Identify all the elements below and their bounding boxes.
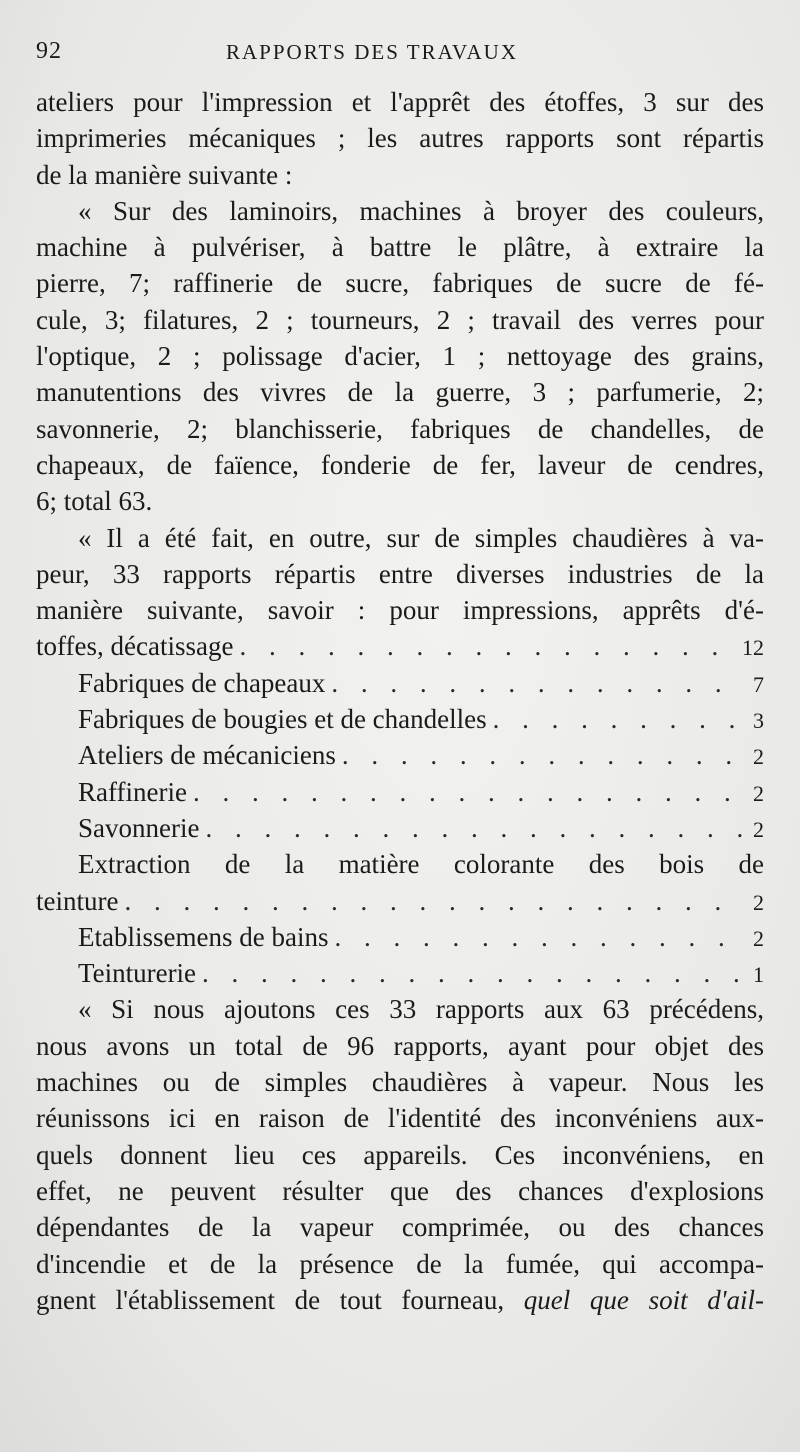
text-line: 6; total 63. xyxy=(36,486,153,517)
text-line: l'optique, 2 ; polissage d'acier, 1 ; nettoyage des grains, xyxy=(36,341,764,372)
dot-leader xyxy=(336,737,742,773)
text-line: nous avons un total de 96 rapports, ayant pour objet des xyxy=(36,1030,764,1061)
text-line: savonnerie, 2; blanchisserie, fabriques de chandelles, de xyxy=(36,413,764,444)
list-item xyxy=(36,628,764,664)
text-line: chapeaux, de faïence, fonderie de fer, laveur de cendres, xyxy=(36,449,764,480)
running-title: RAPPORTS DES TRAVAUX xyxy=(226,40,518,64)
text-line: ateliers pour l'impression et l'apprêt des étoffes, 3 sur des xyxy=(36,87,764,117)
page-number: 92 xyxy=(36,38,62,64)
text-line: effet, ne peuvent résulter que des chances d'explosions xyxy=(36,1175,764,1206)
list-item-count: 2 xyxy=(753,816,764,842)
text-line: manière suivante, savoir : pour impressions, apprêts d'é- xyxy=(36,595,764,626)
list-item-label: teinture xyxy=(36,885,119,916)
list-item xyxy=(36,701,764,737)
list-item xyxy=(36,737,764,773)
list-item-count: 2 xyxy=(753,744,764,770)
text-line: peur, 33 rapports répartis entre diverses industries de la xyxy=(36,558,764,589)
list-item-label: Fabriques de chapeaux xyxy=(78,667,326,698)
list-item-label: Etablissemens de bains xyxy=(78,921,329,952)
list-item-count: 1 xyxy=(753,962,764,988)
text-line: machines ou de simples chaudières à vapeur. Nous les xyxy=(36,1067,764,1098)
dot-leader xyxy=(118,883,742,919)
text-line: imprimeries mécaniques ; les autres rapports sont répartis xyxy=(36,123,764,154)
text-italic: quel que soit d'ail- xyxy=(523,1284,764,1315)
list-item xyxy=(36,919,764,955)
list-item-label: Ateliers de mécaniciens xyxy=(78,740,336,771)
list-item-count: 2 xyxy=(753,925,764,951)
list-item-label: Raffinerie xyxy=(78,776,187,807)
text-line: cule, 3; filatures, 2 ; tourneurs, 2 ; travail des verres pour xyxy=(36,304,764,335)
text-line: Extraction de la matière colorante des bois de xyxy=(78,849,764,880)
text-line: manutentions des vivres de la guerre, 3 ; parfumerie, 2; xyxy=(36,377,764,408)
list-item-count: 12 xyxy=(742,635,764,661)
list-item-count: 2 xyxy=(753,780,764,806)
list-item-label: Teinturerie xyxy=(78,958,197,989)
text-line-last xyxy=(36,1282,764,1318)
list-item xyxy=(36,810,764,846)
list-item-count: 2 xyxy=(753,889,764,915)
dot-leader xyxy=(325,665,742,701)
list-item xyxy=(36,955,764,991)
text-line: « Il a été fait, en outre, sur de simples chaudières à va- xyxy=(78,522,764,553)
dot-leader xyxy=(196,955,742,991)
list-item-count: 7 xyxy=(753,671,764,697)
text-line: machine à pulvériser, à battre le plâtre, à extraire la xyxy=(36,232,764,263)
text-line: de la manière suivante : xyxy=(36,159,293,190)
text-line: dépendantes de la vapeur comprimée, ou des chances xyxy=(36,1212,764,1243)
dot-leader xyxy=(328,919,742,955)
text-line: pierre, 7; raffinerie de sucre, fabriques de sucre de fé- xyxy=(36,268,764,299)
text-line: « Si nous ajoutons ces 33 rapports aux 63 précédens, xyxy=(78,994,764,1025)
list-item-label: Savonnerie xyxy=(78,812,200,843)
dot-leader xyxy=(233,628,738,664)
text-roman: gnent l'établissement de tout fourneau, xyxy=(36,1284,505,1315)
list-item xyxy=(36,665,764,701)
body-text xyxy=(36,84,764,1318)
text-line: « Sur des laminoirs, machines à broyer des couleurs, xyxy=(78,195,764,226)
page-header xyxy=(36,38,760,72)
dot-leader xyxy=(487,701,742,737)
list-item xyxy=(36,774,764,810)
text-line: d'incendie et de la présence de la fumée, qui accompa- xyxy=(36,1248,764,1279)
dot-leader xyxy=(187,774,742,810)
dot-leader xyxy=(199,810,742,846)
list-item-label: toffes, décatissage xyxy=(36,631,234,662)
text-line: quels donnent lieu ces appareils. Ces inconvéniens, en xyxy=(36,1139,764,1170)
text-line: réunissons ici en raison de l'identité des inconvéniens aux- xyxy=(36,1103,764,1134)
list-item-count: 3 xyxy=(753,708,764,734)
list-item xyxy=(36,883,764,919)
list-item-label: Fabriques de bougies et de chandelles xyxy=(78,704,487,735)
